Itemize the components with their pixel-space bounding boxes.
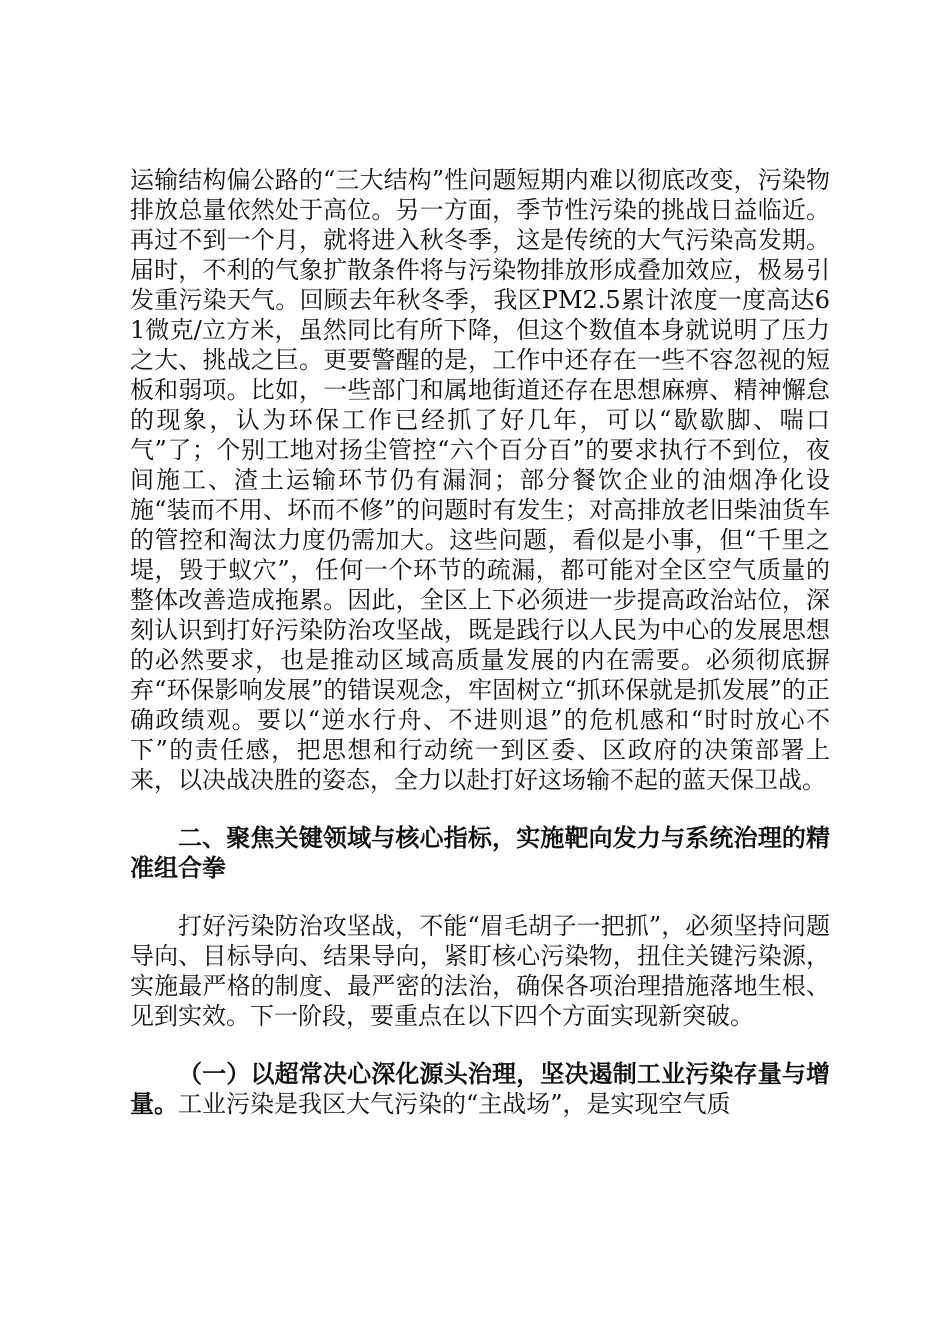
section-heading-2: 二、聚焦关键领域与核心指标，实施靶向发力与系统治理的精准组合拳: [130, 823, 830, 882]
body-paragraph-3: [130, 1059, 830, 1119]
body-paragraph-2: 打好污染防治攻坚战，不能“眉毛胡子一把抓”，必须坚持问题导向、目标导向、结果导向，紧盯核心污染物，扭住关键污染源，实施最严格的制度、最严密的法治，确保各项治理措施落地生根、见到实效。下一阶段，要重点在以下四个方面实现新突破。: [130, 912, 830, 1030]
subsection-heading-1: （一）以超常决心深化源头治理，坚决遏制工业污染存量与增量。: [130, 1059, 830, 1118]
body-paragraph-3-text: 工业污染是我区大气污染的“主战场”，是实现空气质: [178, 1090, 731, 1118]
body-paragraph-1: 运输结构偏公路的“三大结构”性问题短期内难以彻底改变，污染物排放总量依然处于高位。另一方面，季节性污染的挑战日益临近。再过不到一个月，就将进入秋冬季，这是传统的大气污染高发期。届时，不利的气象扩散条件将与污染物排放形成叠加效应，极易引发重污染天气。回顾去年秋冬季，我区PM2.5累计浓度一度高达61微克/立方米，虽然同比有所下降，但这个数值本身就说明了压力之大、挑战之巨。更要警醒的是，工作中还存在一些不容忽视的短板和弱项。比如，一些部门和属地街道还存在思想麻痹、精神懈怠的现象，认为环保工作已经抓了好几年，可以“歇歇脚、喘口气”了；个别工地对扬尘管控“六个百分百”的要求执行不到位，夜间施工、渣土运输环节仍有漏洞；部分餐饮企业的油烟净化设施“装而不用、坏而不修”的问题时有发生；对高排放老旧柴油货车的管控和淘汰力度仍需加大。这些问题，看似是小事，但“千里之堤，毁于蚁穴”，任何一个环节的疏漏，都可能对全区空气质量的整体改善造成拖累。因此，全区上下必须进一步提高政治站位，深刻认识到打好污染防治攻坚战，既是践行以人民为中心的发展思想的必然要求，也是推动区域高质量发展的内在需要。必须彻底摒弃“环保影响发展”的错误观念，牢固树立“抓环保就是抓发展”的正确政绩观。要以“逆水行舟、不进则退”的危机感和“时时放心不下”的责任感，把思想和行动统一到区委、区政府的决策部署上来，以决战决胜的姿态，全力以赴打好这场输不起的蓝天保卫战。: [130, 166, 830, 794]
document-page: [130, 165, 830, 1119]
